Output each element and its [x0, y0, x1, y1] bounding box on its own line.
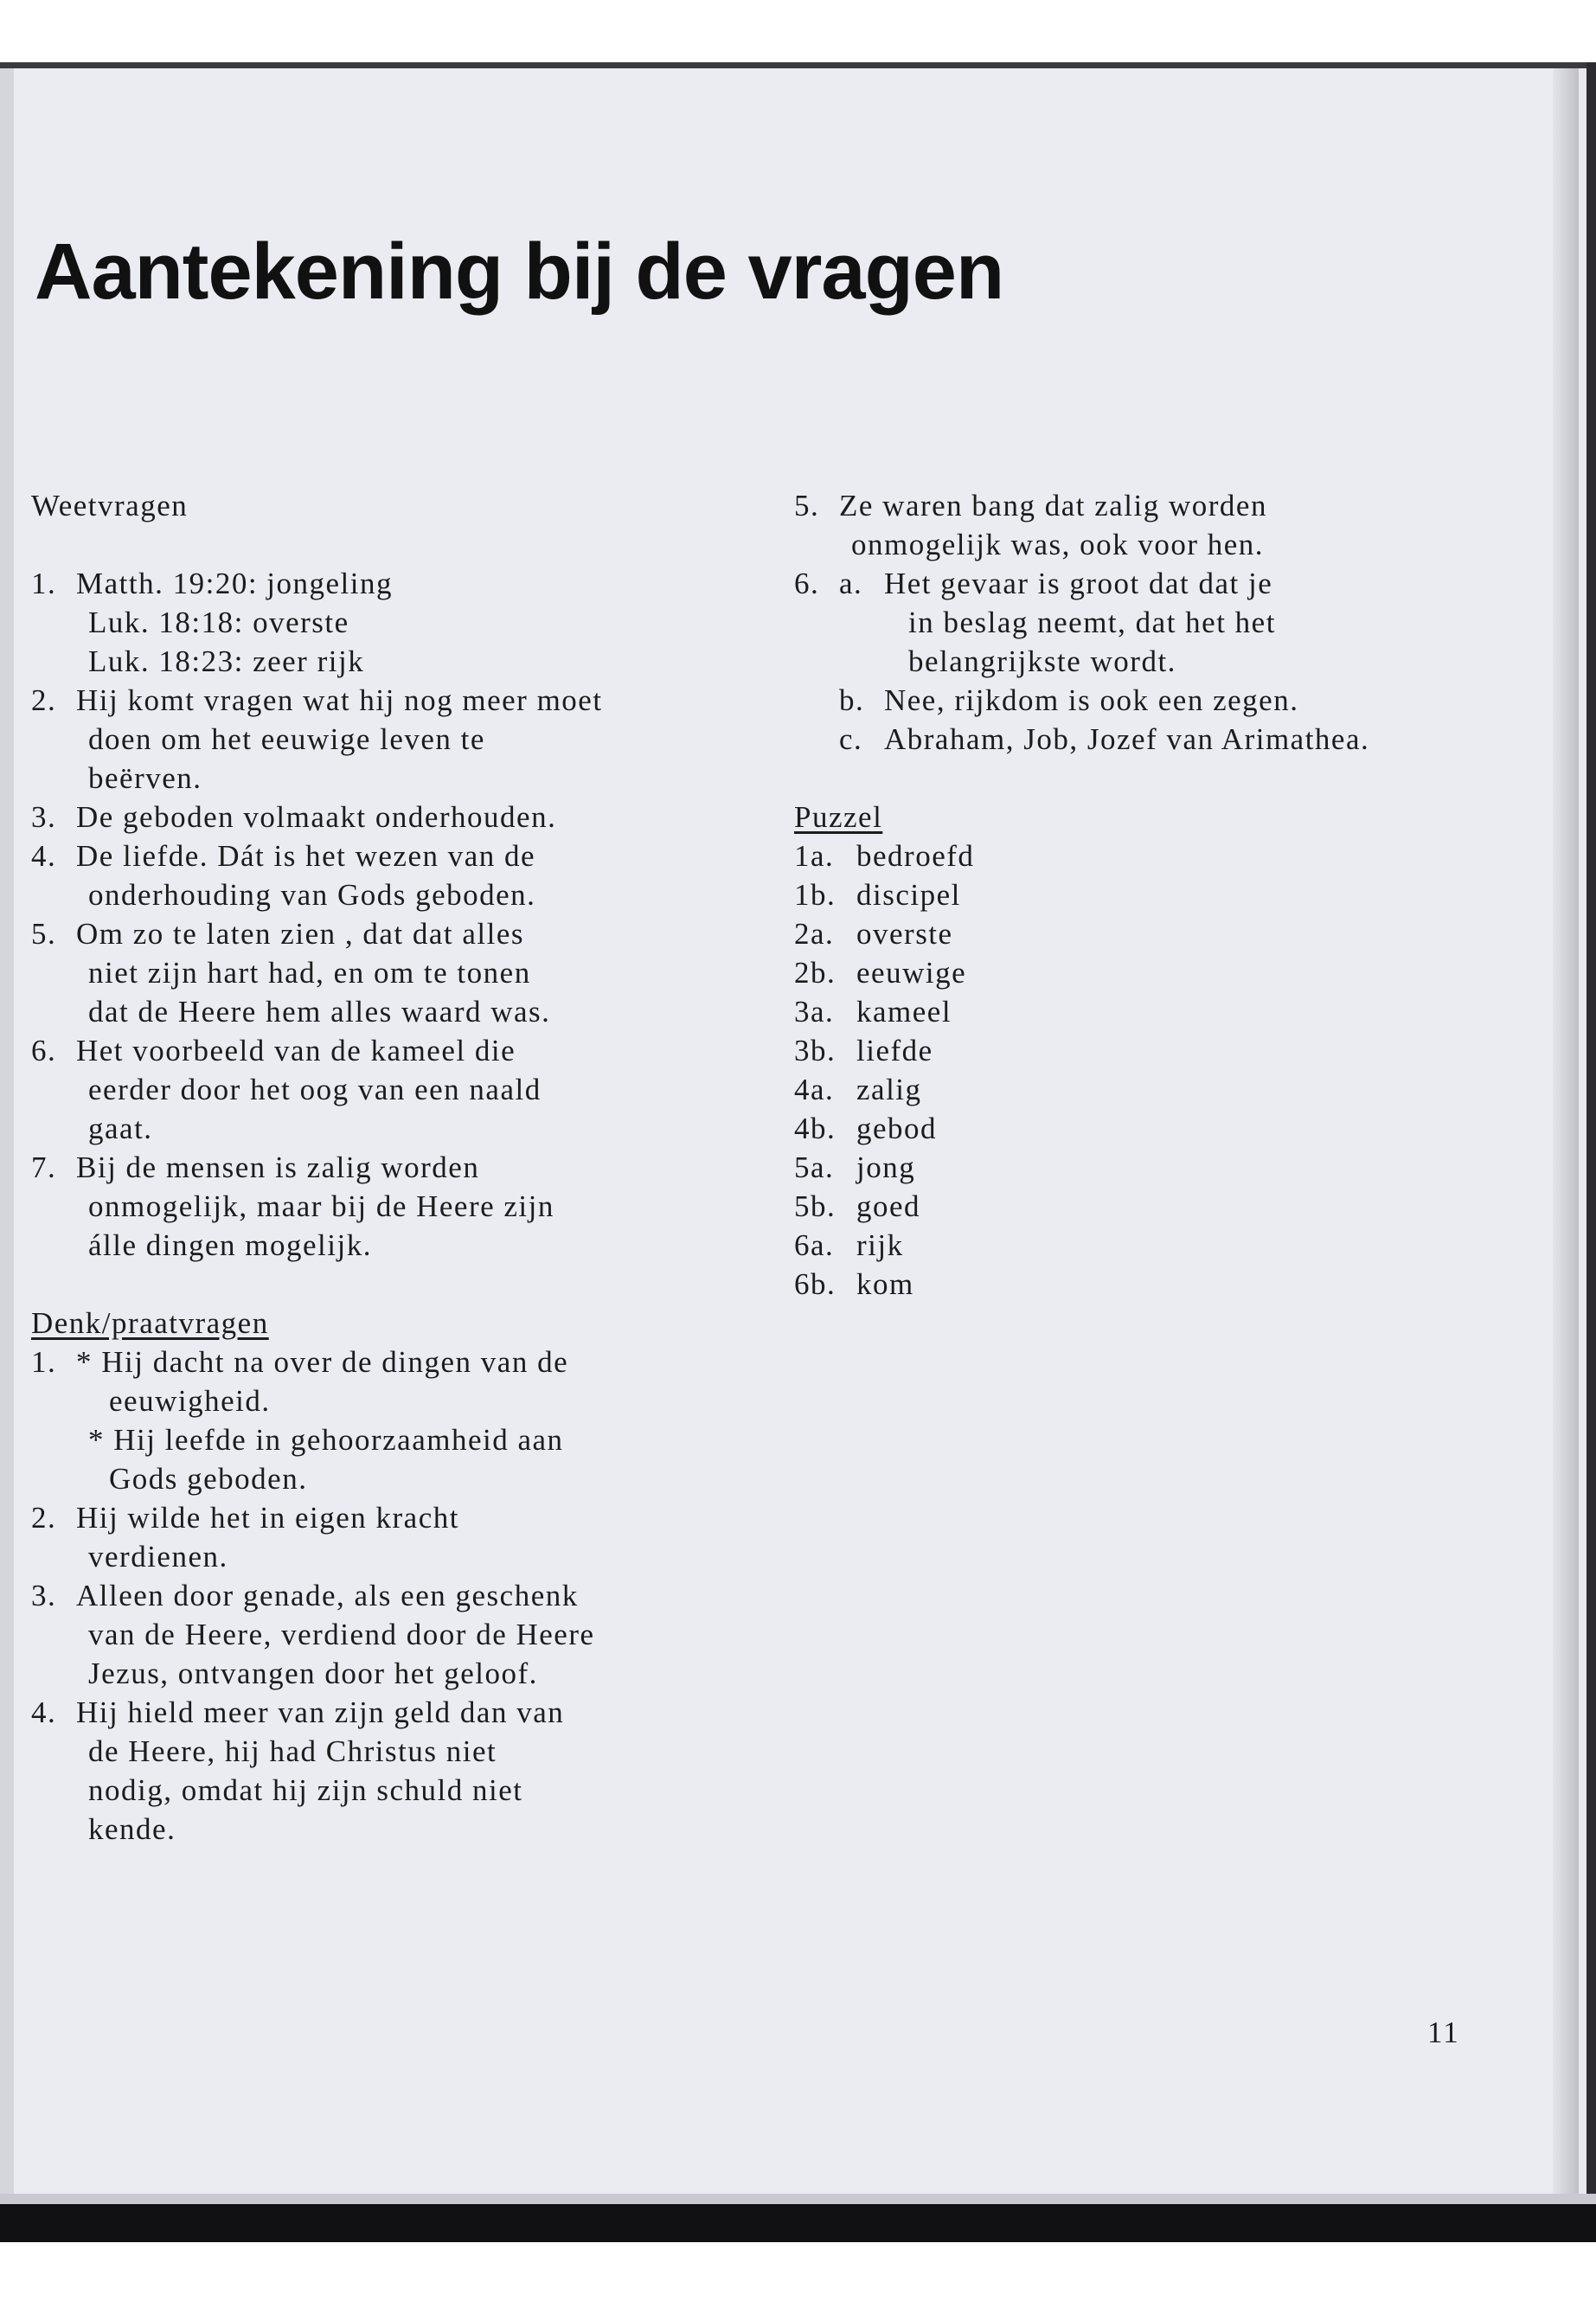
- item-line: belangrijkste wordt.: [908, 644, 1176, 678]
- item-line: Luk. 18:23: zeer rijk: [88, 644, 365, 678]
- item-line: de Heere, hij had Christus niet: [88, 1734, 497, 1768]
- item-line: nodig, omdat hij zijn schuld niet: [88, 1773, 523, 1807]
- item-line: Gods geboden.: [109, 1462, 308, 1496]
- denkvraag-item-3: [31, 1576, 775, 1693]
- puzzle-key: 3b.: [794, 1034, 836, 1067]
- item-number: 1.: [31, 567, 57, 600]
- item-number: 7.: [31, 1150, 57, 1184]
- puzzle-row: [794, 1265, 1538, 1304]
- puzzle-key: 4b.: [794, 1112, 836, 1145]
- item-number: 3.: [31, 1579, 57, 1612]
- item-line: Abraham, Job, Jozef van Arimathea.: [884, 722, 1370, 756]
- item-number: 4.: [31, 839, 57, 873]
- puzzle-key: 1a.: [794, 839, 835, 873]
- puzzle-row: [794, 1070, 1538, 1109]
- item-number-blank: [794, 681, 839, 720]
- item-line: Jezus, ontvangen door het geloof.: [88, 1657, 538, 1690]
- denkpraatvragen-heading: Denk/praatvragen: [31, 1306, 269, 1340]
- weetvraag-item-6-answer: [794, 564, 1538, 681]
- weetvragen-heading: Weetvragen: [31, 489, 189, 522]
- sub-item-a: [839, 564, 1538, 681]
- item-number: 5.: [794, 489, 820, 522]
- item-number: 6.: [31, 1034, 57, 1067]
- item-line: kende.: [88, 1812, 176, 1846]
- item-line: * Hij dacht na over de dingen van de: [76, 1345, 569, 1379]
- item-number: 2.: [31, 683, 57, 717]
- weetvraag-item-2: [31, 681, 775, 798]
- page-number: 11: [1427, 2016, 1460, 2049]
- sub-item-b-row: [794, 681, 1538, 720]
- page-edge-shadow: [1553, 68, 1579, 2194]
- item-line: Bij de mensen is zalig worden: [76, 1150, 480, 1184]
- item-number: 1.: [31, 1345, 57, 1379]
- puzzle-word: eeuwige: [856, 956, 967, 990]
- weetvraag-item-1: [31, 564, 775, 681]
- item-line: beërven.: [88, 761, 202, 795]
- item-line: in beslag neemt, dat het het: [908, 606, 1276, 639]
- item-line: Nee, rijkdom is ook een zegen.: [884, 683, 1299, 717]
- item-line: De liefde. Dát is het wezen van de: [76, 839, 536, 873]
- item-line: niet zijn hart had, en om te tonen: [88, 956, 531, 990]
- item-line: verdienen.: [88, 1540, 228, 1574]
- puzzle-word: jong: [856, 1150, 916, 1184]
- book-edge-bottom: [0, 2204, 1596, 2242]
- section-gap: [31, 1265, 775, 1304]
- denkvraag-item-4: [31, 1693, 775, 1849]
- item-line: Hij hield meer van zijn geld dan van: [76, 1695, 565, 1729]
- puzzle-word: rijk: [856, 1228, 904, 1262]
- puzzle-key: 2b.: [794, 956, 836, 990]
- weetvraag-item-4: [31, 836, 775, 914]
- puzzel-heading: Puzzel: [794, 800, 883, 834]
- item-line: Hij wilde het in eigen kracht: [76, 1501, 459, 1535]
- left-column: [31, 486, 775, 1849]
- denkvraag-item-2: [31, 1498, 775, 1576]
- weetvraag-item-5-answer: [794, 486, 1538, 564]
- puzzle-row: [794, 992, 1538, 1031]
- puzzle-word: kom: [856, 1267, 914, 1301]
- puzzle-word: goed: [856, 1189, 921, 1223]
- puzzle-word: liefde: [856, 1034, 933, 1067]
- weetvraag-item-5: [31, 914, 775, 1031]
- book-edge-bottom-light: [0, 2194, 1596, 2204]
- item-number: 5.: [31, 917, 57, 951]
- item-line: Het gevaar is groot dat dat je: [884, 567, 1273, 600]
- sub-item-key: c.: [839, 722, 863, 756]
- sub-item-c-row: [794, 720, 1538, 759]
- puzzle-row: [794, 1109, 1538, 1148]
- item-line: doen om het eeuwige leven te: [88, 722, 485, 756]
- puzzle-key: 6b.: [794, 1267, 836, 1301]
- page-title: Aantekening bij de vragen: [35, 228, 1004, 316]
- puzzle-key: 2a.: [794, 917, 835, 951]
- book-edge-top: [0, 62, 1596, 68]
- puzzle-row: [794, 914, 1538, 953]
- item-line: Ze waren bang dat zalig worden: [839, 489, 1267, 522]
- puzzle-row: [794, 1031, 1538, 1070]
- puzzle-word: discipel: [856, 878, 961, 912]
- item-line: De geboden volmaakt onderhouden.: [76, 800, 557, 834]
- book-edge-right: [1586, 62, 1596, 2242]
- item-line: eerder door het oog van een naald: [88, 1073, 542, 1106]
- item-line: Hij komt vragen wat hij nog meer moet: [76, 683, 603, 717]
- book-edge-left: [0, 62, 14, 2242]
- item-number: 4.: [31, 1695, 57, 1729]
- sub-item-b: [839, 681, 1538, 720]
- sub-item-key: b.: [839, 683, 865, 717]
- item-line: gaat.: [88, 1112, 153, 1145]
- item-line: onderhouding van Gods geboden.: [88, 878, 536, 912]
- item-line: onmogelijk was, ook voor hen.: [851, 528, 1265, 561]
- puzzle-row: [794, 875, 1538, 914]
- item-line: dat de Heere hem alles waard was.: [88, 995, 551, 1029]
- item-line: Om zo te laten zien , dat dat alles: [76, 917, 525, 951]
- item-line: van de Heere, verdiend door de Heere: [88, 1618, 595, 1651]
- denkvraag-item-1: [31, 1343, 775, 1498]
- puzzle-row: [794, 1187, 1538, 1226]
- puzzle-word: kameel: [856, 995, 952, 1029]
- puzzle-word: gebod: [856, 1112, 938, 1145]
- weetvraag-item-3: [31, 798, 775, 836]
- puzzle-key: 5b.: [794, 1189, 836, 1223]
- item-number: 6.: [794, 567, 820, 600]
- item-line: Het voorbeeld van de kameel die: [76, 1034, 516, 1067]
- sub-item-key: a.: [839, 567, 863, 600]
- item-number-blank: [794, 720, 839, 759]
- puzzle-key: 3a.: [794, 995, 835, 1029]
- weetvraag-item-6: [31, 1031, 775, 1148]
- item-line: eeuwigheid.: [109, 1384, 271, 1418]
- puzzle-key: 4a.: [794, 1073, 835, 1106]
- puzzle-row: [794, 953, 1538, 992]
- item-line: * Hij leefde in gehoorzaamheid aan: [88, 1423, 564, 1457]
- item-number: 3.: [31, 800, 57, 834]
- right-column: [794, 486, 1538, 1304]
- puzzle-row: [794, 1148, 1538, 1187]
- puzzle-key: 1b.: [794, 878, 836, 912]
- item-line: Luk. 18:18: overste: [88, 606, 349, 639]
- item-line: Alleen door genade, als een geschenk: [76, 1579, 579, 1612]
- puzzle-word: bedroefd: [856, 839, 975, 873]
- puzzle-word: zalig: [856, 1073, 922, 1106]
- item-line: Matth. 19:20: jongeling: [76, 567, 394, 600]
- puzzle-row: [794, 1226, 1538, 1265]
- weetvraag-item-7: [31, 1148, 775, 1265]
- item-line: álle dingen mogelijk.: [88, 1228, 372, 1262]
- sub-item-c: [839, 720, 1538, 759]
- puzzle-key: 6a.: [794, 1228, 835, 1262]
- puzzle-row: [794, 836, 1538, 875]
- puzzle-key: 5a.: [794, 1150, 835, 1184]
- item-line: onmogelijk, maar bij de Heere zijn: [88, 1189, 554, 1223]
- section-gap: [794, 759, 1538, 798]
- puzzle-word: overste: [856, 917, 953, 951]
- item-number: 2.: [31, 1501, 57, 1535]
